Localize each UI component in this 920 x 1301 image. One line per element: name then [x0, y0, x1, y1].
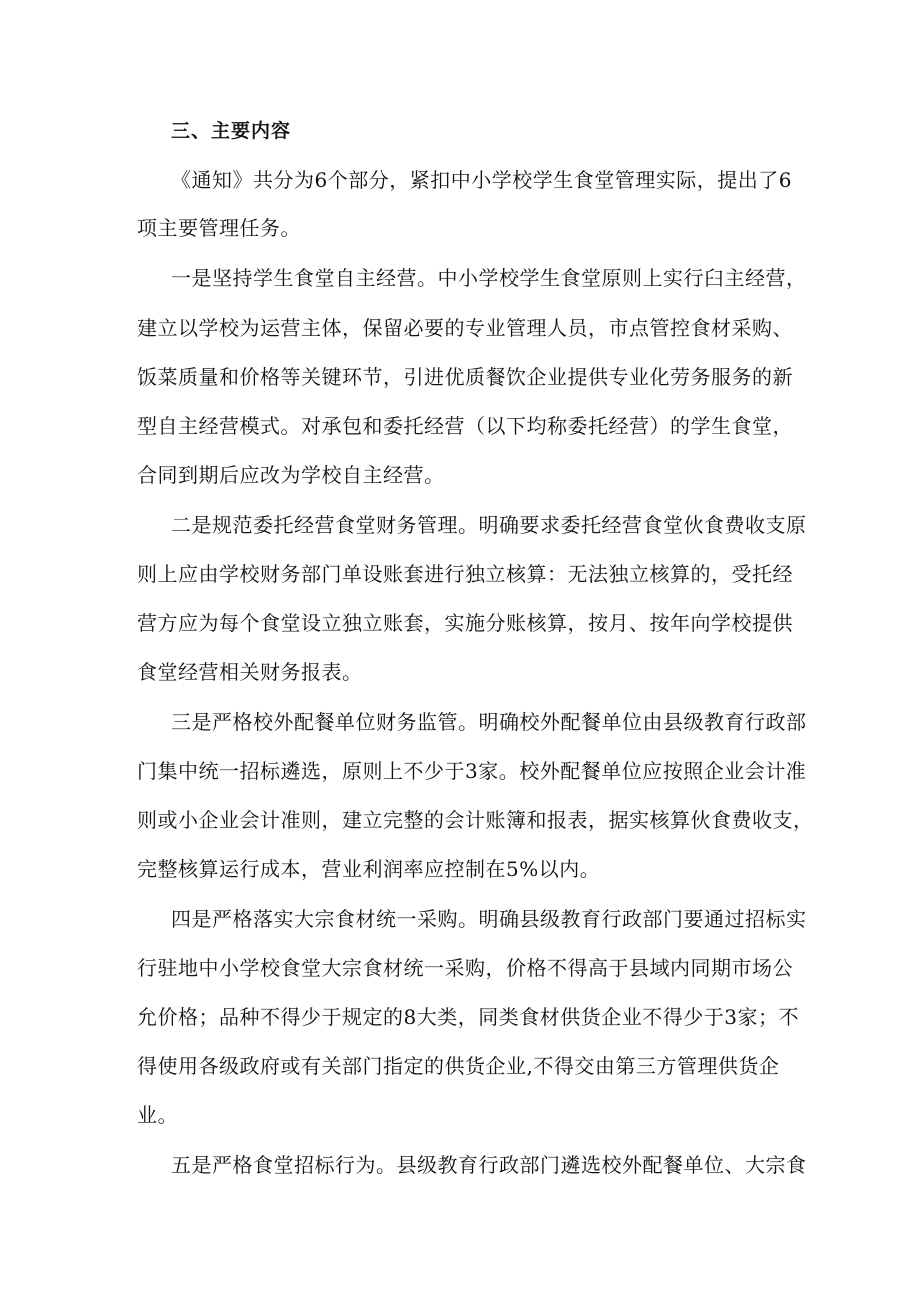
- paragraph-line: 项主要管理任务。: [137, 216, 301, 240]
- paragraph-line: 二是规范委托经营食堂财务管理。明确要求委托经营食堂伙食费收支原: [171, 513, 807, 537]
- paragraph-line: 《通知》共分为6个部分，紧扣中小学校学生食堂管理实际，提出了6: [171, 168, 792, 192]
- paragraph-line: 食堂经营相关财务报表。: [137, 660, 363, 684]
- paragraph-line: 饭菜质量和价格等关键环节，引进优质餐饮企业提供专业化劳务服务的新: [137, 365, 793, 389]
- paragraph-line: 门集中统一招标遴选，原则上不少于3家。校外配餐单位应按照企业会计准: [137, 759, 807, 783]
- paragraph-line: 则上应由学校财务部门单设账套进行独立核算：无法独立核算的，受托经: [137, 562, 793, 586]
- section-heading: 三、主要内容: [171, 120, 292, 142]
- paragraph-line: 五是严格食堂招标行为。县级教育行政部门遴选校外配餐单位、大宗食: [171, 1153, 807, 1177]
- paragraph-line: 完整核算运行成本，营业利润率应控制在5%以内。: [137, 857, 601, 881]
- paragraph-line: 营方应为每个食堂设立独立账套，实施分账核算，按月、按年向学校提供: [137, 611, 793, 635]
- paragraph-line: 合同到期后应改为学校自主经营。: [137, 463, 445, 487]
- paragraph-line: 得使用各级政府或有关部门指定的供货企业,不得交由第三方管理供货企: [137, 1054, 780, 1078]
- paragraph-line: 行驻地中小学校食堂大宗食材统一采购，价格不得高于县域内同期市场公: [137, 956, 793, 980]
- paragraph-line: 一是坚持学生食堂自主经营。中小学校学生食堂原则上实行臼主经营，: [171, 266, 807, 290]
- paragraph-line: 允价格；品种不得少于规定的8大类，同类食材供货企业不得少于3家；不: [137, 1005, 799, 1029]
- paragraph-line: 型自主经营模式。对承包和委托经营（以下均称委托经营）的学生食堂，: [137, 414, 793, 438]
- paragraph-line: 四是严格落实大宗食材统一采购。明确县级教育行政部门要通过招标实: [171, 907, 807, 931]
- paragraph-line: 则或小企业会计准则，建立完整的会计账簿和报表，据实核算伙食费收支，: [137, 808, 814, 832]
- paragraph-line: 三是严格校外配餐单位财务监管。明确校外配餐单位由县级教育行政部: [171, 710, 807, 734]
- paragraph-line: 业。: [137, 1103, 178, 1127]
- paragraph-line: 建立以学校为运营主体，保留必要的专业管理人员，市点管控食材采购、: [137, 316, 793, 340]
